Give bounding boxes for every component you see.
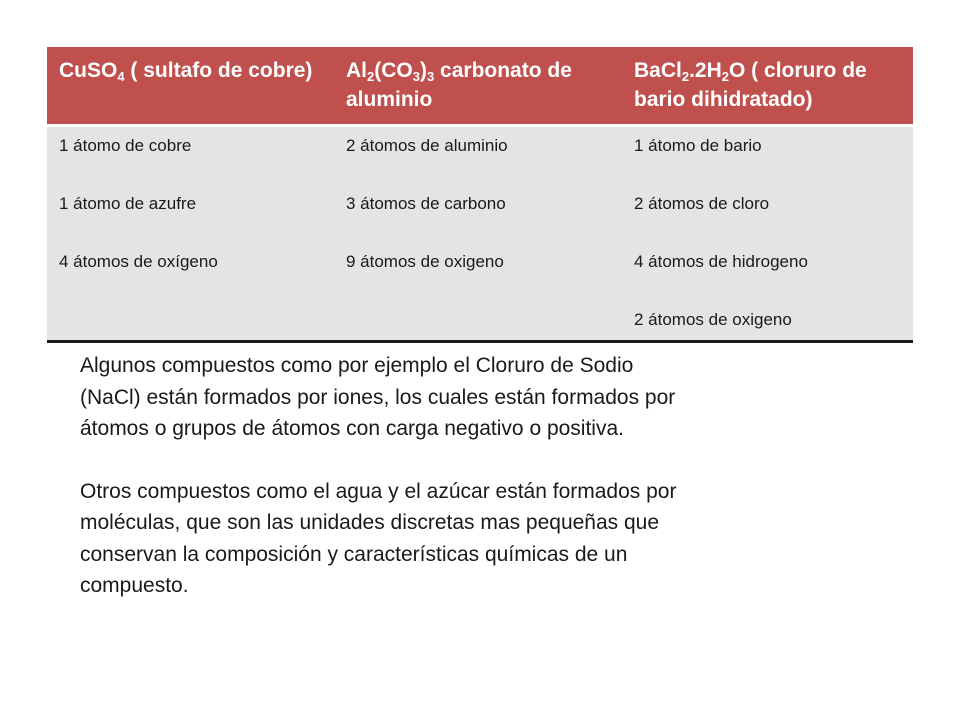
cell-al2co33-atoms [334,126,622,342]
compound-table [47,47,913,343]
explanation-text [80,350,690,602]
composition-table [47,47,913,343]
atom-line: 1 átomo de bario [634,136,762,155]
header-al2co33: $Al_2(CO_3)_3$ carbonato de aluminio [334,47,622,126]
table-row [47,126,913,342]
header-bacl2-2h2o: $BaCl_2.2H_2O$ ( cloruro de bario dihidratado) [622,47,913,126]
atom-line: 2 átomos de aluminio [346,136,508,155]
atom-line: 3 átomos de carbono [346,194,506,213]
atom-line: 1 átomo de cobre [59,136,192,155]
cell-cuso4-atoms [47,126,334,342]
atom-line: 9 átomos de oxigeno [346,252,504,271]
atom-line: 4 átomos de hidrogeno [634,252,808,271]
atom-line: 1 átomo de azufre [59,194,197,213]
cell-bacl2-atoms [622,126,913,342]
header-cuso4: CuSO$_4$ ( sultafo de cobre) [47,47,334,126]
atom-line: 4 átomos de oxígeno [59,252,218,271]
atom-line: 2 átomos de cloro [634,194,770,213]
table-header-row [47,47,913,126]
atom-line: 2 átomos de oxigeno [634,310,792,329]
paragraph-ions: Algunos compuestos como por ejemplo el Cloruro de Sodio (NaCl) están formados por iones, los cuales están formados por átomos o grupos de átomos con carga negativo o positiva. [80,354,676,440]
paragraph-molecules: Otros compuestos como el agua y el azúcar están formados por moléculas, que son las unidades discretas mas pequeñas que conservan la composición y características químicas de un compuesto. [80,479,677,597]
